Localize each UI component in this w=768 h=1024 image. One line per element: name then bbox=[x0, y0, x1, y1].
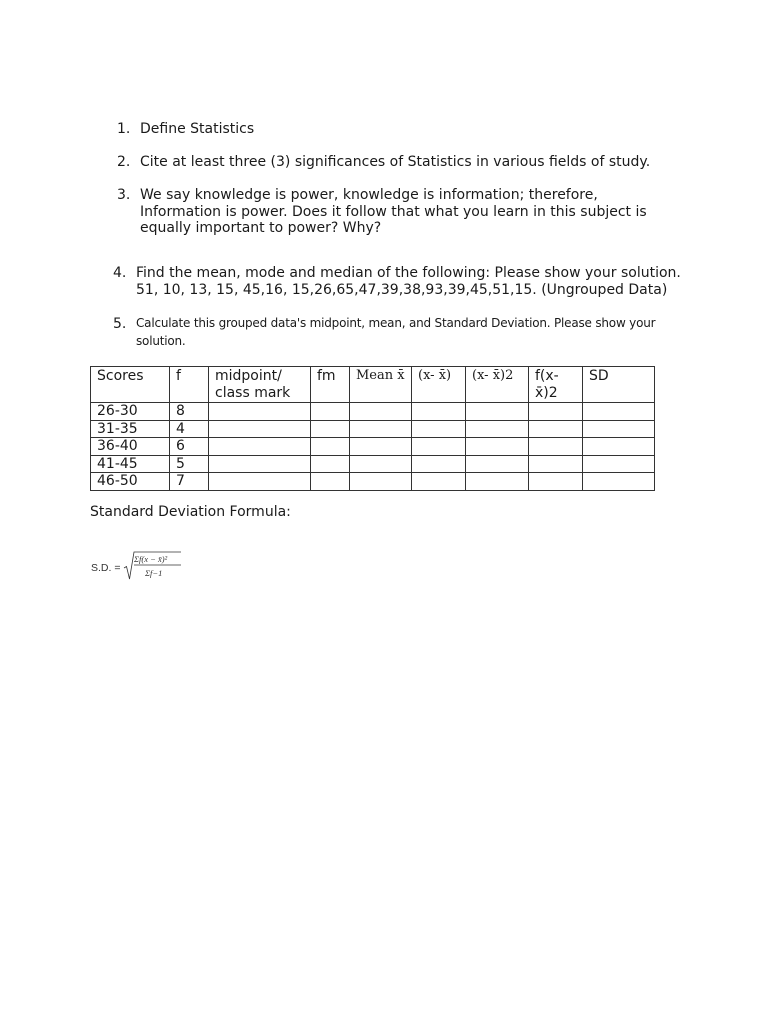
header-sd: SD bbox=[583, 367, 655, 403]
question-number: 2. bbox=[117, 154, 131, 170]
table-row bbox=[91, 403, 655, 421]
table-header-row bbox=[91, 367, 655, 403]
header-fm: fm bbox=[311, 367, 350, 403]
empty-answer-cell bbox=[583, 455, 655, 473]
question-number: 1. bbox=[117, 121, 131, 137]
frequency-cell: 4 bbox=[170, 420, 209, 438]
header-mean: Mean x̄ bbox=[350, 367, 412, 403]
frequency-cell: 5 bbox=[170, 455, 209, 473]
header-scores: Scores bbox=[91, 367, 170, 403]
formula-label: Standard Deviation Formula: bbox=[90, 504, 291, 520]
table-row bbox=[91, 455, 655, 473]
empty-answer-cell bbox=[311, 420, 350, 438]
score-range-cell: 31-35 bbox=[91, 420, 170, 438]
empty-answer-cell bbox=[583, 438, 655, 456]
empty-answer-cell bbox=[529, 403, 583, 421]
question-number: 4. bbox=[113, 265, 127, 281]
question-number: 5. bbox=[113, 316, 127, 332]
question-text: Define Statistics bbox=[140, 121, 255, 137]
empty-answer-cell bbox=[529, 438, 583, 456]
question-text: Find the mean, mode and median of the following: Please show your solution. 51, 10, 13, 15, 45,16, 15,26,65,47,39,38,93,39,45,51,15. (Ungrouped Data) bbox=[136, 265, 681, 298]
empty-answer-cell bbox=[209, 403, 311, 421]
empty-answer-cell bbox=[466, 420, 529, 438]
empty-answer-cell bbox=[209, 455, 311, 473]
empty-answer-cell bbox=[350, 473, 412, 491]
empty-answer-cell bbox=[412, 438, 466, 456]
empty-answer-cell bbox=[466, 438, 529, 456]
empty-answer-cell bbox=[209, 473, 311, 491]
header-f: f bbox=[170, 367, 209, 403]
empty-answer-cell bbox=[529, 420, 583, 438]
empty-answer-cell bbox=[583, 403, 655, 421]
empty-answer-cell bbox=[529, 455, 583, 473]
empty-answer-cell bbox=[412, 403, 466, 421]
empty-answer-cell bbox=[529, 473, 583, 491]
empty-answer-cell bbox=[412, 473, 466, 491]
table-row bbox=[91, 473, 655, 491]
empty-answer-cell bbox=[209, 420, 311, 438]
table-row bbox=[91, 420, 655, 438]
score-range-cell: 41-45 bbox=[91, 455, 170, 473]
formula-numerator: Σf(x − x̄)² bbox=[134, 554, 168, 564]
header-deviation-squared: (x- x̄)2 bbox=[466, 367, 529, 403]
empty-answer-cell bbox=[311, 403, 350, 421]
empty-answer-cell bbox=[466, 455, 529, 473]
score-range-cell: 36-40 bbox=[91, 438, 170, 456]
empty-answer-cell bbox=[466, 473, 529, 491]
question-text: Calculate this grouped data's midpoint, mean, and Standard Deviation. Please show your solution. bbox=[136, 316, 656, 348]
frequency-cell: 6 bbox=[170, 438, 209, 456]
empty-answer-cell bbox=[412, 455, 466, 473]
standard-deviation-formula bbox=[91, 548, 191, 584]
empty-answer-cell bbox=[311, 455, 350, 473]
empty-answer-cell bbox=[583, 473, 655, 491]
empty-answer-cell bbox=[412, 420, 466, 438]
grouped-data-table bbox=[90, 366, 655, 491]
formula-denominator: Σf−1 bbox=[145, 568, 163, 578]
table-body bbox=[91, 403, 655, 491]
question-text: We say knowledge is power, knowledge is information; therefore, Information is power. Does it follow that what you learn in this subject is equally important to power? Why? bbox=[140, 187, 647, 236]
score-range-cell: 26-30 bbox=[91, 403, 170, 421]
empty-answer-cell bbox=[209, 438, 311, 456]
empty-answer-cell bbox=[583, 420, 655, 438]
table-row bbox=[91, 438, 655, 456]
empty-answer-cell bbox=[350, 455, 412, 473]
frequency-cell: 7 bbox=[170, 473, 209, 491]
frequency-cell: 8 bbox=[170, 403, 209, 421]
question-number: 3. bbox=[117, 187, 131, 203]
question-text: Cite at least three (3) significances of Statistics in various fields of study. bbox=[140, 154, 651, 170]
empty-answer-cell bbox=[311, 473, 350, 491]
score-range-cell: 46-50 bbox=[91, 473, 170, 491]
header-deviation: (x- x̄) bbox=[412, 367, 466, 403]
empty-answer-cell bbox=[350, 438, 412, 456]
empty-answer-cell bbox=[350, 420, 412, 438]
empty-answer-cell bbox=[466, 403, 529, 421]
empty-answer-cell bbox=[311, 438, 350, 456]
header-midpoint: midpoint/ class mark bbox=[209, 367, 311, 403]
header-f-deviation-squared: f(x- x̄)2 bbox=[529, 367, 583, 403]
formula-lhs: S.D. = bbox=[91, 562, 121, 574]
empty-answer-cell bbox=[350, 403, 412, 421]
